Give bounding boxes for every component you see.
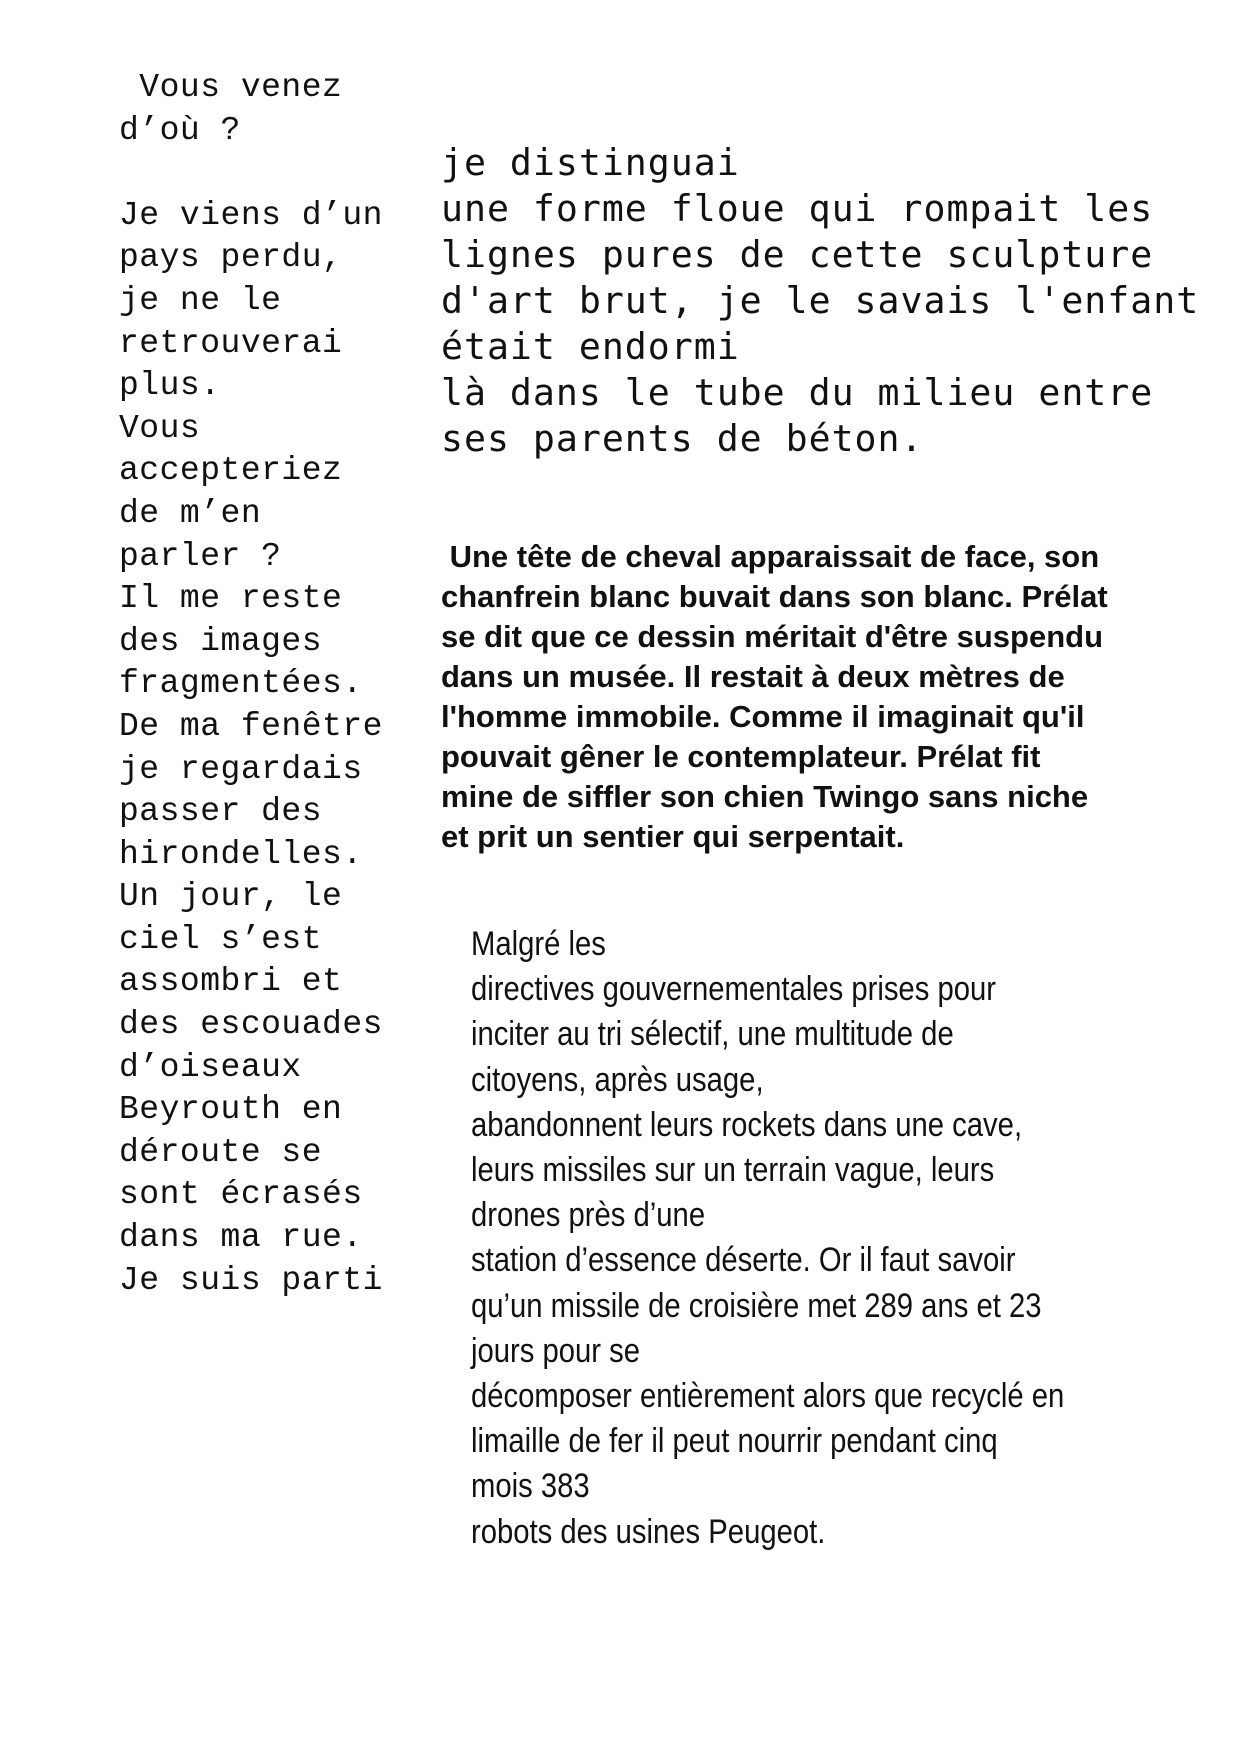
- text-line: là dans le tube du milieu entre: [441, 371, 1154, 414]
- text-line: je regardais: [119, 750, 363, 788]
- text-line: Je suis parti: [119, 1261, 383, 1299]
- text-line: d’oiseaux: [119, 1048, 302, 1086]
- text-line: leurs missiles sur un terrain vague, leurs: [471, 1151, 995, 1190]
- text-line: hirondelles.: [119, 835, 363, 873]
- text-line: Il me reste: [119, 580, 343, 618]
- text-line: passer des: [119, 793, 323, 831]
- text-line: chanfrein blanc buvait dans son blanc. Prélat: [441, 579, 1108, 614]
- text-line: des escouades: [119, 1006, 383, 1044]
- text-line: De ma fenêtre: [119, 707, 383, 745]
- text-line: mine de siffler son chien Twingo sans niche: [441, 779, 1089, 814]
- text-line: d'art brut, je le savais l'enfant: [441, 279, 1200, 322]
- text-line: pouvait gêner le contemplateur. Prélat fit: [441, 739, 1041, 774]
- text-line: directives gouvernementales prises pour: [471, 970, 996, 1009]
- poem-paragraph: [441, 140, 1231, 462]
- text-line: fragmentées.: [119, 665, 363, 703]
- text-line: citoyens, après usage,: [471, 1060, 764, 1099]
- text-line: robots des usines Peugeot.: [471, 1512, 826, 1551]
- text-line: Malgré les: [471, 925, 606, 963]
- text-line: parler ?: [119, 537, 282, 575]
- prose-paragraph: [441, 537, 1231, 857]
- text-line: drones près d’une: [471, 1196, 706, 1235]
- text-line: d’où ?: [119, 111, 241, 149]
- text-line: décomposer entièrement alors que recyclé en: [471, 1377, 1065, 1416]
- text-line: limaille de fer il peut nourrir pendant cinq: [471, 1422, 998, 1461]
- text-line: Beyrouth en: [119, 1091, 343, 1129]
- text-line: sont écrasés: [119, 1176, 363, 1214]
- text-line: je distinguai: [441, 141, 740, 184]
- text-line: pays perdu,: [119, 239, 343, 277]
- text-line: je ne le: [119, 281, 282, 319]
- text-line: des images: [119, 622, 323, 660]
- text-line: Un jour, le: [119, 878, 343, 916]
- text-line: accepteriez: [119, 452, 343, 490]
- text-line: retrouverai: [119, 324, 343, 362]
- text-line: Une tête de cheval apparaissait de face, son: [441, 539, 1100, 574]
- text-line: inciter au tri sélectif, une multitude de: [471, 1015, 954, 1054]
- satire-paragraph: [471, 922, 1125, 1555]
- text-line: ses parents de béton.: [441, 417, 924, 460]
- text-line: [119, 152, 419, 195]
- text-line: jours pour se: [471, 1331, 641, 1370]
- text-line: et prit un sentier qui serpentait.: [441, 819, 905, 854]
- text-line: station d’essence déserte. Or il faut savoir: [471, 1241, 1016, 1280]
- text-line: l'homme immobile. Comme il imaginait qu'il: [441, 699, 1085, 734]
- text-line: qu’un missile de croisière met 289 ans et 23: [471, 1286, 1042, 1325]
- dialogue-column: [119, 67, 419, 1302]
- text-line: Vous venez: [119, 69, 343, 106]
- text-line: Vous: [119, 409, 201, 447]
- text-line: était endormi: [441, 325, 740, 368]
- text-line: assombri et: [119, 963, 343, 1001]
- text-line: se dit que ce dessin méritait d'être suspendu: [441, 619, 1104, 654]
- text-line: mois 383: [471, 1467, 590, 1506]
- text-line: une forme floue qui rompait les: [441, 187, 1154, 230]
- text-line: abandonnent leurs rockets dans une cave,: [471, 1105, 1023, 1144]
- text-line: dans ma rue.: [119, 1219, 363, 1257]
- text-line: lignes pures de cette sculpture: [441, 233, 1154, 276]
- text-line: dans un musée. Il restait à deux mètres de: [441, 659, 1065, 694]
- text-line: Je viens d’un: [119, 196, 383, 234]
- text-line: ciel s’est: [119, 920, 323, 958]
- text-line: plus.: [119, 367, 221, 405]
- text-line: de m’en: [119, 494, 262, 532]
- text-line: déroute se: [119, 1133, 323, 1171]
